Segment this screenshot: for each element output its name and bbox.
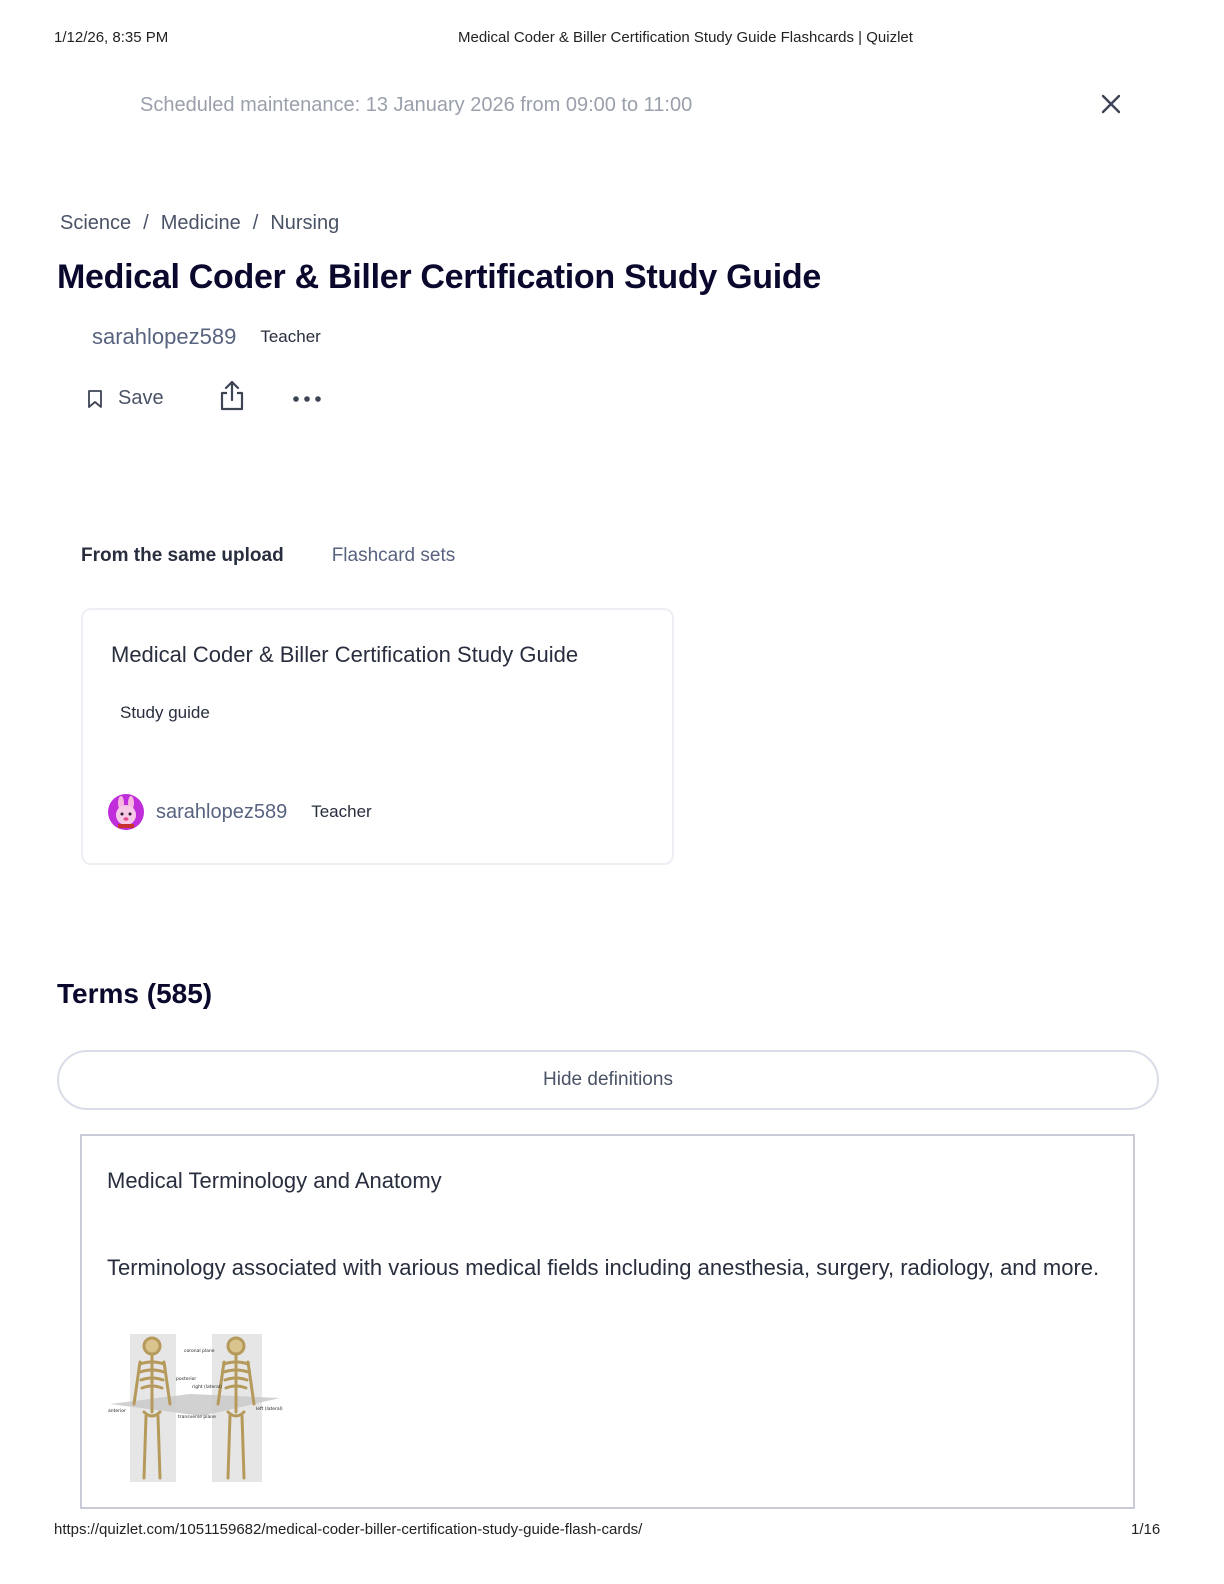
page-title: Medical Coder & Biller Certification Study Guide: [57, 258, 821, 296]
print-url: https://quizlet.com/1051159682/medical-coder-biller-certification-study-guide-flash-cards/: [54, 1521, 643, 1538]
print-footer: [0, 1521, 1224, 1541]
breadcrumb-item-science[interactable]: Science: [60, 212, 132, 234]
breadcrumb-separator: /: [143, 212, 149, 234]
close-banner-button[interactable]: [1098, 91, 1124, 117]
set-actions: [86, 380, 322, 417]
save-button[interactable]: [86, 387, 164, 410]
breadcrumb: [60, 212, 339, 235]
author-role-badge: Teacher: [260, 327, 321, 346]
print-header: [0, 29, 1224, 49]
bunny-avatar-icon: [108, 794, 144, 830]
print-timestamp: 1/12/26, 8:35 PM: [54, 29, 169, 46]
term-definition: Terminology associated with various medical fields including anesthesia, surgery, radiology, and more.: [107, 1255, 1100, 1280]
related-study-guide-card[interactable]: [81, 608, 674, 865]
tab-flashcard-sets[interactable]: Flashcard sets: [331, 545, 456, 566]
print-page-number: 1/16: [1131, 1521, 1161, 1538]
author-name-link[interactable]: sarahlopez589: [92, 324, 237, 349]
related-tabs: [81, 545, 455, 567]
breadcrumb-item-medicine[interactable]: Medicine: [160, 212, 241, 234]
image-label-left-lateral: left (lateral): [256, 1407, 283, 1412]
bookmark-icon: [86, 389, 104, 409]
hide-definitions-button[interactable]: Hide definitions: [57, 1050, 1159, 1110]
image-label-transverse-plane: transverse plane: [178, 1415, 216, 1420]
share-button[interactable]: [218, 380, 246, 417]
card-type-label: Study guide: [120, 703, 210, 722]
more-icon: [292, 395, 322, 403]
card-author-name[interactable]: sarahlopez589: [156, 800, 288, 823]
term-card: [80, 1134, 1135, 1509]
breadcrumb-item-nursing[interactable]: Nursing: [270, 212, 340, 234]
card-author-role: Teacher: [311, 802, 372, 821]
image-label-posterior: posterior: [176, 1377, 197, 1382]
save-button-label: Save: [118, 387, 164, 409]
maintenance-banner-text: Scheduled maintenance: 13 January 2026 from 09:00 to 11:00: [140, 94, 693, 116]
anatomical-planes-image: [106, 1332, 288, 1484]
more-options-button[interactable]: [292, 390, 322, 408]
term-word: Medical Terminology and Anatomy: [107, 1168, 442, 1193]
breadcrumb-separator: /: [252, 212, 259, 234]
print-page-title: Medical Coder & Biller Certification Study Guide Flashcards | Quizlet: [458, 29, 913, 46]
tab-from-same-upload[interactable]: From the same upload: [81, 545, 284, 566]
image-label-anterior: anterior: [108, 1409, 126, 1414]
avatar: [108, 794, 144, 830]
card-author: [108, 794, 372, 830]
terms-heading: Terms (585): [57, 978, 213, 1009]
set-author: [92, 324, 321, 350]
close-icon: [1098, 91, 1124, 117]
image-label-coronal-plane: coronal plane: [184, 1349, 215, 1354]
image-label-right-lateral: right (lateral): [192, 1385, 222, 1390]
share-icon: [218, 380, 246, 412]
card-title: Medical Coder & Biller Certification Study Guide: [111, 642, 579, 667]
